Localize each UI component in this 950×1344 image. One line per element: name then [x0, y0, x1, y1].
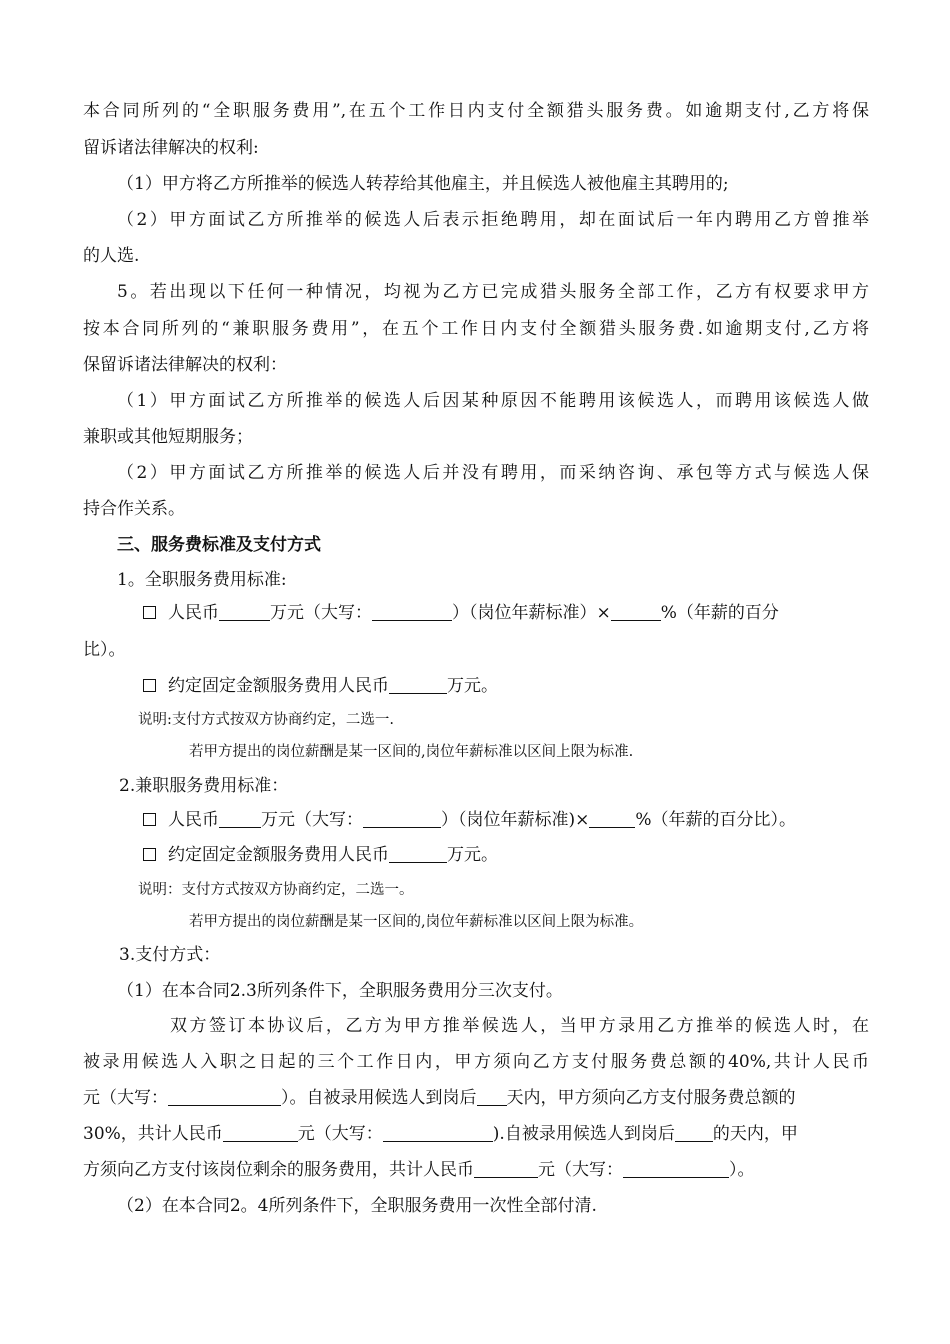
note: 若甲方提出的岗位薪酬是某一区间的,岗位年薪标准以区间上限为标准.: [189, 744, 634, 760]
section-heading: 三、服务费标准及支付方式: [117, 535, 321, 555]
text-line: （2）甲方面试乙方所推举的候选人后并没有聘用，而采纳咨询、承包等方式与候选人保: [117, 463, 869, 483]
text-line: 5。若出现以下任何一种情况，均视为乙方已完成猎头服务全部工作，乙方有权要求甲方: [117, 282, 869, 302]
fulltime-title: 1。全职服务费用标准:: [117, 570, 287, 590]
amount-blank[interactable]: [219, 811, 261, 828]
amount-blank[interactable]: [474, 1161, 538, 1178]
fulltime-option-1: 人民币 万元（大写： ）（岗位年薪标准）× %（年薪的百分: [143, 602, 779, 624]
checkbox-icon[interactable]: [143, 679, 156, 692]
text-line: （2）甲方面试乙方所推举的候选人后表示拒绝聘用，却在面试后一年内聘用乙方曾推举: [117, 210, 869, 230]
payment-line-5: 方须向乙方支付该岗位剩余的服务费用，共计人民币 元（大写： ）。: [83, 1160, 755, 1180]
fixed-amount-blank[interactable]: [389, 846, 447, 863]
amount-words-blank[interactable]: [623, 1161, 729, 1178]
parttime-title: 2.兼职服务费用标准：: [119, 776, 289, 796]
parttime-option-2: 约定固定金额服务费用人民币 万元。: [143, 844, 498, 866]
text-line: （1）甲方将乙方所推举的候选人转荐给其他雇主，并且候选人被他雇主其聘用的;: [117, 174, 729, 194]
text-line: （2）在本合同2。4所列条件下，全职服务费用一次性全部付清.: [117, 1196, 597, 1216]
payment-line-4: 30%，共计人民币 元（大写： ).自被录用候选人到岗后 的天内，甲: [83, 1124, 798, 1144]
text-line: 按本合同所列的“兼职服务费用”，在五个工作日内支付全额猎头服务费.如逾期支付,乙方将: [83, 319, 869, 339]
text-line: 持合作关系。: [83, 499, 185, 519]
payment-title: 3.支付方式：: [119, 945, 221, 965]
checkbox-icon[interactable]: [143, 606, 156, 619]
days-blank[interactable]: [675, 1125, 713, 1142]
parttime-option-1: 人民币 万元（大写： ）（岗位年薪标准)× %（年薪的百分比）。: [143, 809, 796, 831]
checkbox-icon[interactable]: [143, 848, 156, 861]
text-line: （1）甲方面试乙方所推举的候选人后因某种原因不能聘用该候选人，而聘用该候选人做: [117, 391, 869, 411]
amount-words-blank[interactable]: [168, 1089, 281, 1106]
note: 说明：支付方式按双方协商约定，二选一。: [138, 882, 414, 898]
fulltime-option-2: 约定固定金额服务费用人民币 万元。: [143, 675, 498, 697]
fixed-amount-blank[interactable]: [389, 677, 447, 694]
amount-blank[interactable]: [219, 604, 270, 621]
amount-words-blank[interactable]: [383, 1125, 493, 1142]
text-line: 本合同所列的“全职服务费用”,在五个工作日内支付全额猎头服务费。如逾期支付,乙方将保: [83, 101, 869, 121]
text-line: 留诉诸法律解决的权利:: [83, 138, 259, 158]
checkbox-icon[interactable]: [143, 813, 156, 826]
text-line: （1）在本合同2.3所列条件下，全职服务费用分三次支付。: [117, 981, 563, 1001]
amount-blank[interactable]: [223, 1125, 298, 1142]
amount-words-blank[interactable]: [363, 811, 441, 828]
note: 说明:支付方式按双方协商约定，二选一.: [138, 712, 394, 728]
text-line: 保留诉诸法律解决的权利：: [83, 355, 287, 375]
payment-line-3: 元（大写： ）。自被录用候选人到岗后 天内，甲方须向乙方支付服务费总额的: [83, 1088, 796, 1108]
text-line: 的人选.: [83, 246, 140, 266]
percent-blank[interactable]: [611, 604, 661, 621]
percent-blank[interactable]: [589, 811, 635, 828]
text-line: 比）。: [83, 640, 126, 660]
text-line: 兼职或其他短期服务；: [83, 427, 253, 447]
note: 若甲方提出的岗位薪酬是某一区间的,岗位年薪标准以区间上限为标准。: [189, 914, 644, 930]
text-line: 被录用候选人入职之日起的三个工作日内，甲方须向乙方支付服务费总额的40%,共计人民币: [83, 1052, 869, 1072]
days-blank[interactable]: [477, 1089, 507, 1106]
amount-words-blank[interactable]: [372, 604, 452, 621]
text-line: 双方签订本协议后，乙方为甲方推举候选人，当甲方录用乙方推举的候选人时，在: [170, 1016, 869, 1036]
